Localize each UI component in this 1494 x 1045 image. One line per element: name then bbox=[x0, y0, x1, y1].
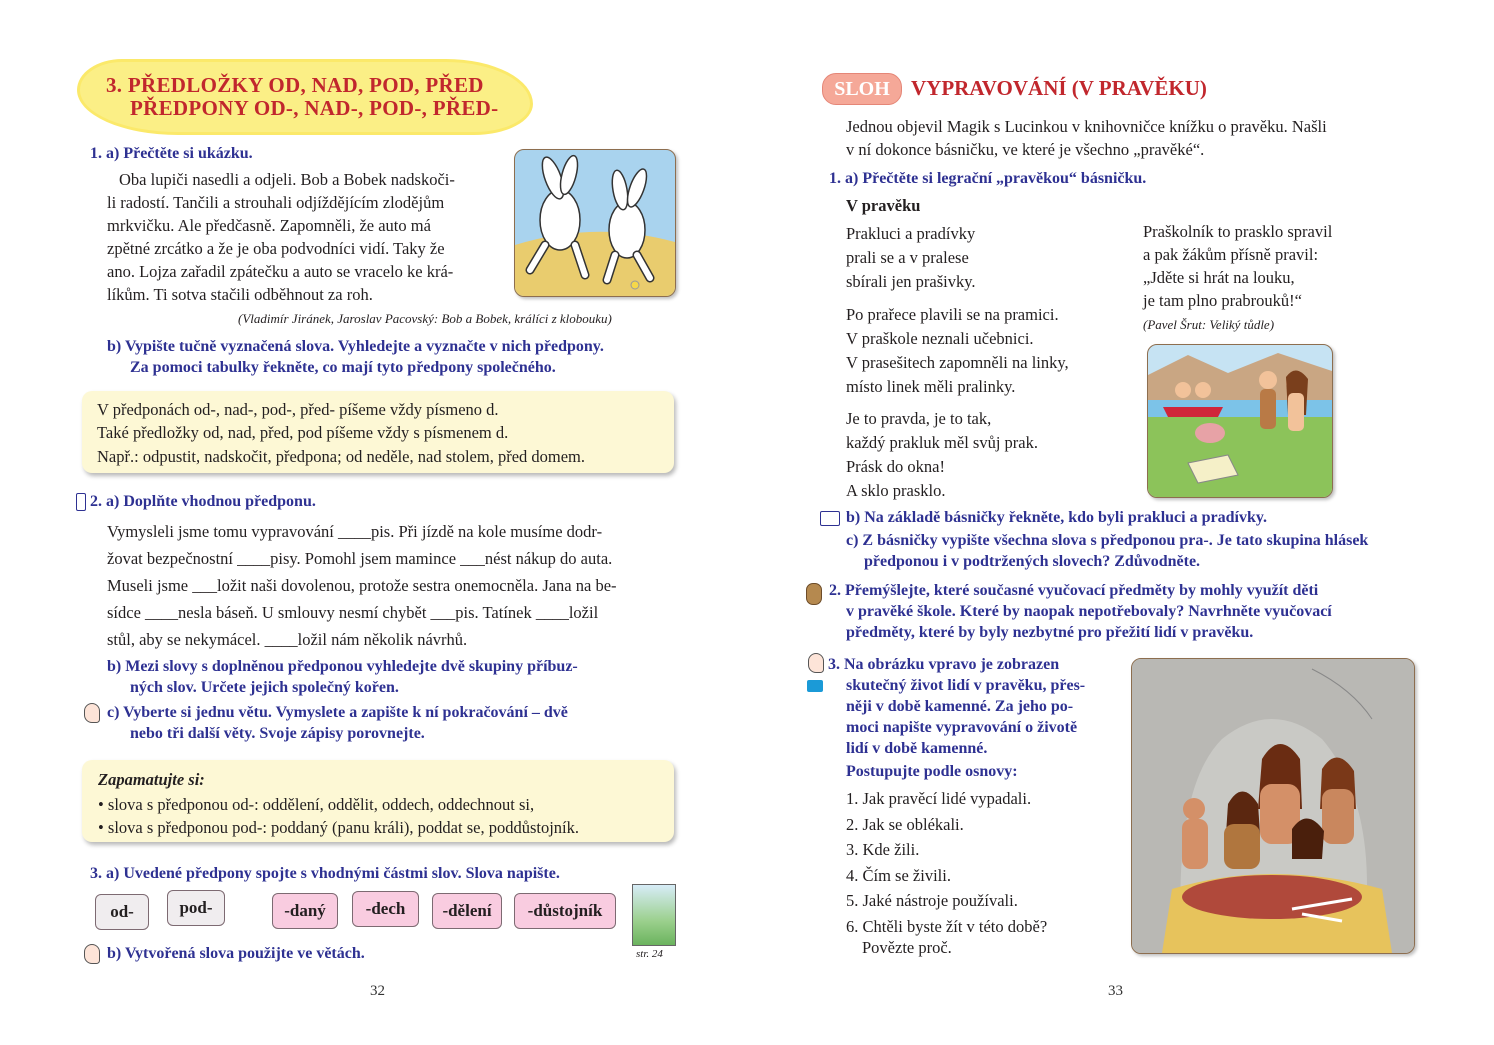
task-3-line: lidí v době kamenné. bbox=[846, 740, 988, 757]
story-line: li radostí. Tančili a strouhali odjíždějícím zlodějům bbox=[107, 193, 445, 212]
puzzle-piece-dustojnik[interactable]: -důstojník bbox=[514, 893, 616, 929]
right-task-2-line1: 2. Přemýšlejte, které současné vyučovací předměty by mohly využít děti bbox=[829, 582, 1319, 599]
poem-line: „Jděte si hrát na louku, bbox=[1143, 268, 1295, 287]
task-2a: 2. a) Doplňte vhodnou předponu. bbox=[90, 493, 316, 510]
poem-stanza-2 bbox=[846, 303, 1069, 399]
fill-text bbox=[107, 518, 617, 653]
intro-line-1: Jednou objevil Magik s Lucinkou v knihovničce knížku o pravěku. Našli bbox=[846, 117, 1327, 136]
story-line: mrkvičku. Ale předčasně. Zapomněli, že auto má bbox=[107, 216, 431, 235]
outline-item-cont: Povězte proč. bbox=[862, 938, 952, 957]
task-2c-line1: c) Vyberte si jednu větu. Vymyslete a zapište k ní pokračování – dvě bbox=[107, 704, 568, 721]
book-ref: str. 24 bbox=[636, 948, 663, 960]
task-1a: 1. a) Přečtěte si ukázku. bbox=[90, 145, 253, 162]
poem-line: Prakluci a pradívky bbox=[846, 224, 976, 243]
task-2b-line1: b) Mezi slovy s doplněnou předponou vyhledejte dvě skupiny příbuz- bbox=[107, 658, 578, 675]
task-2c-line2: nebo tři další věty. Svoje zápisy porovnejte. bbox=[130, 725, 425, 742]
head-icon bbox=[84, 703, 100, 723]
head-icon bbox=[808, 653, 824, 673]
poem-line: Prásk do okna! bbox=[846, 457, 945, 476]
task-2b-line2: ných slov. Určete jejich společný kořen. bbox=[130, 679, 399, 696]
right-task-1c-line2: předponou i v podtržených slovech? Zdůvodněte. bbox=[864, 553, 1201, 570]
page-number-right: 33 bbox=[1108, 983, 1123, 999]
poem-line: každý prakluk měl svůj prak. bbox=[846, 433, 1038, 452]
poem-line: sbírali jen prašivky. bbox=[846, 272, 976, 291]
puzzle-piece-pod[interactable]: pod- bbox=[167, 890, 225, 926]
task-3a: 3. a) Uvedené předpony spojte s vhodnými částmi slov. Slova napište. bbox=[90, 865, 560, 882]
right-title: VYPRAVOVÁNÍ (V PRAVĚKU) bbox=[911, 76, 1207, 100]
fill-line: sídce ____nesla báseň. U smlouvy nesmí chybět ___pis. Tatínek ____ložil bbox=[107, 603, 599, 622]
right-task-1a: 1. a) Přečtěte si legrační „pravěkou“ básničku. bbox=[829, 170, 1147, 187]
outline-list bbox=[846, 786, 1047, 939]
rabbits-drawing bbox=[515, 150, 675, 296]
outline-item: 6. Chtěli byste žít v této době? bbox=[846, 916, 1048, 936]
outline-item: 1. Jak pravěcí lidé vypadali. bbox=[846, 789, 1032, 808]
head-icon bbox=[84, 944, 100, 964]
kids-drawing bbox=[1148, 345, 1332, 497]
remember-item-2: • slova s předponou pod-: poddaný (panu králi), poddat se, poddůstojník. bbox=[98, 818, 579, 837]
poem-line: Po prařece plavili se na pramici. bbox=[846, 305, 1059, 324]
workbook-icon bbox=[632, 884, 676, 946]
story-line: Oba lupiči nasedli a odjeli. Bob a Bobek nadskoči- bbox=[119, 170, 455, 189]
poem-line: a pak žákům přísně pravil: bbox=[1143, 245, 1319, 264]
fill-line: žovat bezpečnostní ____pisy. Pomohl jsem mamince ___nést nákup do auta. bbox=[107, 549, 613, 568]
puzzle-icon bbox=[807, 680, 823, 692]
rule-line-2: Také předložky od, nad, před, pod píšeme vždy s písmenem d. bbox=[97, 423, 509, 442]
task-1b-line2: Za pomoci tabulky řekněte, co mají tyto předpony společného. bbox=[130, 359, 556, 376]
remember-title: Zapamatujte si: bbox=[98, 770, 205, 789]
poem-line: místo linek měli pralinky. bbox=[846, 377, 1016, 396]
sloh-badge: SLOH bbox=[822, 73, 902, 105]
puzzle-piece-dech[interactable]: -dech bbox=[352, 891, 419, 927]
story-line: líkům. Ti sotva stačili odběhnout za roh. bbox=[107, 285, 373, 304]
story-line: ano. Lojza zařadil zpátečku a auto se vracelo ke krá- bbox=[107, 262, 454, 281]
outline-item: 4. Čím se živili. bbox=[846, 865, 951, 885]
poem-line: A sklo prasklo. bbox=[846, 481, 946, 500]
book-icon bbox=[820, 511, 840, 526]
outline-title: Postupujte podle osnovy: bbox=[846, 763, 1018, 780]
prehistoric-kids-illustration bbox=[1147, 344, 1333, 498]
poem-stanza-4 bbox=[1143, 220, 1332, 312]
right-task-3 bbox=[828, 654, 1085, 759]
task-3-line: něji v době kamenné. Za jeho po- bbox=[846, 698, 1074, 715]
poem-title: V pravěku bbox=[846, 196, 921, 215]
poem-line: je tam plno prabrouků!“ bbox=[1143, 291, 1302, 310]
story-source: (Vladimír Jiránek, Jaroslav Pacovský: Bob a Bobek, králíci z klobouku) bbox=[238, 311, 612, 326]
puzzle-piece-deleni[interactable]: -dělení bbox=[432, 893, 502, 929]
intro-line-2: v ní dokonce básničku, ve které je všechno „pravěké“. bbox=[846, 140, 1205, 159]
owl-icon bbox=[806, 583, 822, 605]
puzzle-piece-dany[interactable]: -daný bbox=[272, 893, 338, 929]
poem-line: V praškole neznali učebnici. bbox=[846, 329, 1034, 348]
right-task-1b: b) Na základě básničky řekněte, kdo byli prakluci a pradívky. bbox=[846, 509, 1267, 526]
outline-item: 5. Jaké nástroje používali. bbox=[846, 891, 1018, 910]
pencil-icon bbox=[76, 493, 86, 511]
task-3b: b) Vytvořená slova použijte ve větách. bbox=[107, 945, 365, 962]
chapter-title-line2: PŘEDPONY OD-, NAD-, POD-, PŘED- bbox=[130, 96, 499, 120]
poem-stanza-1 bbox=[846, 222, 976, 294]
story-line: zpětné zrcátko a že je oba podvodníci vidí. Taky že bbox=[107, 239, 445, 258]
task-3-line: 3. Na obrázku vpravo je zobrazen bbox=[828, 656, 1060, 673]
rule-line-3: Např.: odpustit, nadskočit, předpona; od neděle, nad stolem, před domem. bbox=[97, 447, 586, 466]
poem-line: V prasešitech zapomněli na linky, bbox=[846, 353, 1069, 372]
rabbits-illustration bbox=[514, 149, 676, 297]
puzzle-piece-od[interactable]: od- bbox=[95, 894, 149, 930]
poem-source: (Pavel Šrut: Veliký tůdle) bbox=[1143, 317, 1275, 332]
task-3-line: moci napište vypravování o životě bbox=[846, 719, 1078, 736]
right-task-2-line3: předměty, které by byly nezbytné pro přežití lidí v pravěku. bbox=[846, 624, 1254, 641]
poem-line: Je to pravda, je to tak, bbox=[846, 409, 992, 428]
task-3-line: skutečný život lidí v pravěku, přes- bbox=[846, 677, 1086, 694]
fill-line: Vymysleli jsme tomu vypravování ____pis. Při jízdě na kole musíme dodr- bbox=[107, 522, 603, 541]
poem-line: prali se a v pralese bbox=[846, 248, 969, 267]
outline-item: 3. Kde žili. bbox=[846, 840, 920, 859]
cave-people-illustration bbox=[1131, 658, 1415, 954]
story-text bbox=[107, 168, 502, 306]
right-task-1c-line1: c) Z básničky vypište všechna slova s předponou pra-. Je tato skupina hlásek bbox=[846, 532, 1369, 549]
outline-item: 2. Jak se oblékali. bbox=[846, 814, 964, 834]
poem-stanza-3 bbox=[846, 407, 1038, 503]
task-1b-line1: b) Vypište tučně vyznačená slova. Vyhledejte a vyznačte v nich předpony. bbox=[107, 338, 604, 355]
poem-line: Praškolník to prasklo spravil bbox=[1143, 222, 1333, 241]
page-number-left: 32 bbox=[370, 983, 385, 999]
fill-line: stůl, aby se nekymácel. ____ložil nám několik návrhů. bbox=[107, 630, 468, 649]
right-task-2-line2: v pravěké škole. Které by naopak nepotřebovaly? Navrhněte vyučovací bbox=[846, 603, 1332, 620]
fill-line: Museli jsme ___ložit naši dovolenou, protože sestra onemocněla. Jana na be- bbox=[107, 576, 617, 595]
rule-line-1: V předponách od-, nad-, pod-, před- píšeme vždy písmeno d. bbox=[97, 400, 499, 419]
chapter-title-line1: 3. PŘEDLOŽKY OD, NAD, POD, PŘED bbox=[106, 73, 484, 97]
remember-item-1: • slova s předponou od-: oddělení, oddělit, oddech, oddechnout si, bbox=[98, 795, 535, 814]
cave-drawing bbox=[1132, 659, 1414, 953]
